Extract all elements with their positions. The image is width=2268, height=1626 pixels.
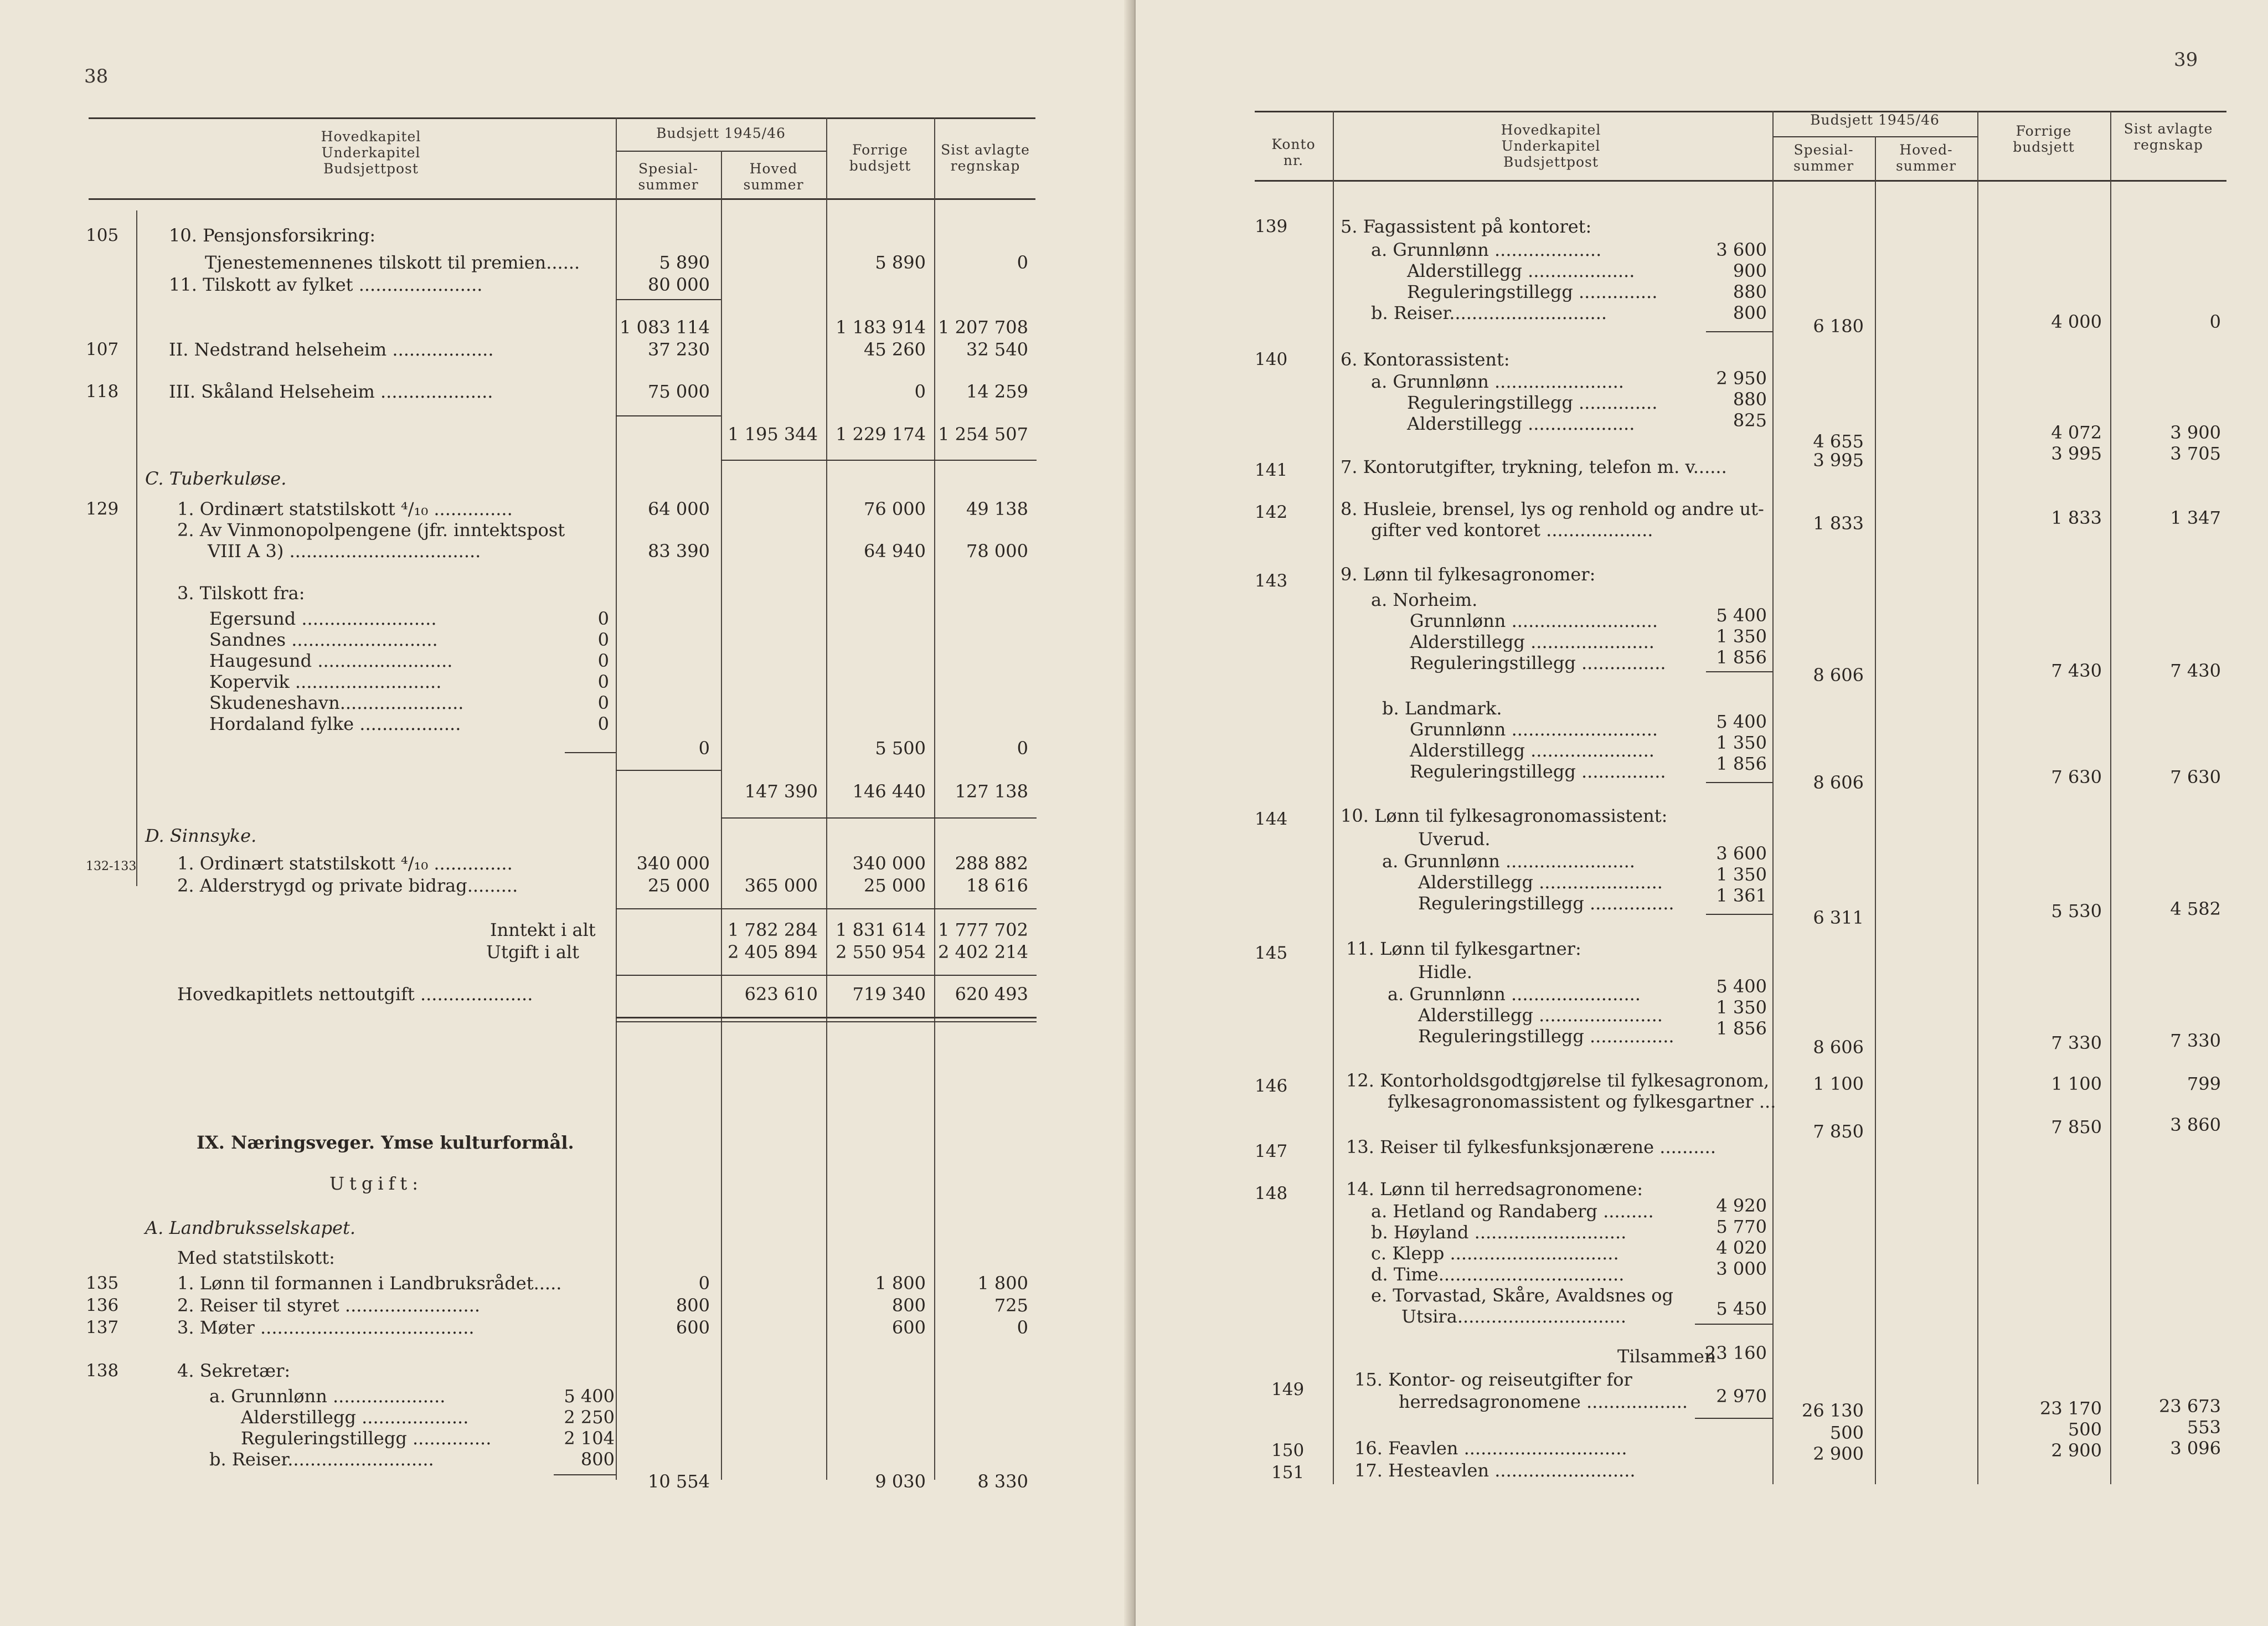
post-text: Reguleringstillegg ............... — [1418, 1026, 1674, 1047]
post-text: 11. Lønn til fylkesgartner: — [1346, 938, 1581, 959]
item-value: 1 350 — [1716, 626, 1767, 647]
regnskap-value: 799 — [2187, 1073, 2221, 1094]
spesial-value: 37 230 — [648, 339, 710, 360]
konto-nr: 118 — [86, 382, 119, 402]
post-text: 5. Fagassistent på kontoret: — [1341, 216, 1592, 237]
konto-nr: 129 — [86, 499, 119, 519]
konto-nr: 144 — [1255, 809, 1288, 829]
section-heading: D. Sinnsyke. — [145, 825, 257, 846]
konto-line — [1333, 111, 1334, 1484]
post-text: 3. Tilskott fra: — [177, 583, 305, 604]
post-text: Reguleringstillegg .............. — [1407, 281, 1658, 302]
spesial-value: 6 180 — [1813, 316, 1864, 337]
post-text: Grunnlønn .......................... — [1410, 610, 1658, 631]
header-top-rule — [89, 117, 1035, 119]
header-col1: Hovedkapitel Underkapitel Budsjettpost — [1501, 122, 1601, 170]
post-text: Uverud. — [1418, 829, 1491, 850]
item-value: 2 970 — [1716, 1386, 1767, 1407]
sum-rule — [616, 770, 721, 771]
post-text: a. Grunnlønn ....................... — [1388, 984, 1641, 1005]
item-value: 4 020 — [1716, 1237, 1767, 1258]
item-value: 5 400 — [1716, 605, 1767, 626]
item-value: 1 350 — [1716, 864, 1767, 885]
regnskap-value: 3 860 — [2170, 1114, 2221, 1135]
forrige-value: 4 000 — [2051, 311, 2102, 332]
item-value: 4 920 — [1716, 1195, 1767, 1216]
spesial-value: 1 833 — [1813, 513, 1864, 534]
post-text: 6. Kontorassistent: — [1341, 349, 1510, 370]
regnskap-value: 78 000 — [966, 541, 1028, 562]
post-text: 1. Lønn til formannen i Landbruksrådet..... — [177, 1273, 562, 1294]
konto-nr: 138 — [86, 1361, 119, 1381]
sum-rule — [554, 1474, 616, 1475]
col-line — [1875, 136, 1876, 1484]
hoved-value: 147 390 — [744, 781, 818, 802]
header-hoved: Hoved- summer — [1895, 142, 1957, 174]
header-budsjett: Budsjett 1945/46 — [656, 125, 786, 141]
forrige-value: 1 800 — [875, 1273, 926, 1294]
post-text: Kopervik .......................... — [209, 671, 442, 692]
forrige-value: 146 440 — [852, 781, 926, 802]
item-value: 3 600 — [1716, 843, 1767, 864]
forrige-value: 7 430 — [2051, 660, 2102, 681]
spesial-value: 8 606 — [1813, 772, 1864, 793]
forrige-value: 719 340 — [852, 984, 926, 1005]
hoved-value: 2 405 894 — [728, 941, 818, 963]
post-text: gifter ved kontoret ................... — [1371, 519, 1653, 541]
post-text: Egersund ........................ — [209, 608, 437, 629]
sum-rule — [616, 908, 1037, 909]
forrige-value: 5 530 — [2051, 901, 2102, 922]
post-text: Reguleringstillegg .............. — [241, 1428, 492, 1449]
item-value: 1 350 — [1716, 732, 1767, 753]
post-text: 15. Kontor- og reiseutgifter for — [1354, 1369, 1632, 1390]
post-text: Reguleringstillegg ............... — [1418, 893, 1674, 914]
post-text: fylkesagronomassistent og fylkesgartner ... — [1388, 1091, 1776, 1112]
post-text: b. Reiser.......................... — [209, 1449, 434, 1470]
spesial-value: 5 890 — [659, 252, 710, 273]
post-text: 14. Lønn til herredsagronomene: — [1346, 1179, 1643, 1200]
konto-nr: 151 — [1271, 1463, 1305, 1483]
post-text: Tilsammen — [1617, 1346, 1716, 1367]
item-value: 0 — [597, 692, 609, 713]
item-value: 800 — [1733, 302, 1767, 323]
spesial-value: 7 850 — [1813, 1121, 1864, 1142]
post-text: Tjenestemennenes tilskott til premien...... — [205, 252, 580, 273]
post-text: Hordaland fylke .................. — [209, 713, 461, 734]
regnskap-value: 7 330 — [2170, 1030, 2221, 1051]
page-number: 39 — [2174, 49, 2198, 71]
konto-line — [136, 210, 137, 886]
post-text: Alderstillegg ................... — [1407, 260, 1635, 281]
item-value: 0 — [597, 713, 609, 734]
post-text: a. Hetland og Randaberg ......... — [1371, 1201, 1654, 1222]
regnskap-value: 18 616 — [966, 875, 1028, 896]
col-line — [721, 151, 722, 1480]
forrige-value: 1 229 174 — [836, 424, 926, 445]
hoved-value: 623 610 — [744, 984, 818, 1005]
konto-nr: 141 — [1255, 460, 1288, 480]
sum-rule — [616, 415, 721, 416]
regnskap-value: 1 207 708 — [938, 317, 1028, 338]
item-value: 880 — [1733, 281, 1767, 302]
spesial-value: 10 554 — [648, 1471, 710, 1492]
regnskap-value: 1 254 507 — [938, 424, 1028, 445]
section-heading: A. Landbruksselskapet. — [145, 1217, 356, 1238]
post-text: 17. Hesteavlen ......................... — [1354, 1460, 1636, 1481]
post-text: 1. Ordinært statstilskott ⁴/₁₀ .............. — [177, 853, 513, 874]
post-text: 11. Tilskott av fylket ...................... — [169, 274, 483, 295]
forrige-value: 800 — [891, 1295, 926, 1316]
regnskap-value: 1 777 702 — [938, 919, 1028, 940]
utgift-heading: Utgift: — [329, 1173, 424, 1194]
post-text: Haugesund ........................ — [209, 650, 453, 671]
konto-nr: 107 — [86, 339, 119, 359]
post-text: Reguleringstillegg .............. — [1407, 392, 1658, 413]
sum-rule — [721, 460, 1037, 461]
regnskap-value: 0 — [2209, 311, 2221, 332]
post-text: b. Reiser............................ — [1371, 302, 1607, 323]
regnskap-value: 3 900 — [2170, 422, 2221, 443]
forrige-value: 7 850 — [2051, 1116, 2102, 1138]
forrige-value: 600 — [891, 1317, 926, 1338]
spesial-value: 0 — [698, 1273, 710, 1294]
item-value: 0 — [597, 608, 609, 629]
regnskap-value: 49 138 — [966, 498, 1028, 519]
post-text: 7. Kontorutgifter, trykning, telefon m. v...... — [1341, 456, 1727, 477]
forrige-value: 1 833 — [2051, 507, 2102, 528]
post-text: VIII A 3) .................................. — [208, 541, 481, 562]
item-value: 2 950 — [1716, 368, 1767, 389]
forrige-value: 45 260 — [864, 339, 926, 360]
spesial-value: 26 130 — [1802, 1400, 1864, 1421]
item-value: 900 — [1733, 260, 1767, 281]
post-text: Sandnes .......................... — [209, 629, 438, 650]
spesial-value: 1 083 114 — [620, 317, 710, 338]
hoved-value: 1 195 344 — [728, 424, 818, 445]
double-rule — [616, 1021, 1037, 1022]
post-text: a. Grunnlønn ....................... — [1382, 851, 1635, 872]
header-sist: Sist avlagte regnskap — [941, 142, 1030, 174]
item-value: 5 770 — [1716, 1216, 1767, 1237]
post-text: 2. Reiser til styret ........................ — [177, 1295, 481, 1316]
post-text: Reguleringstillegg ............... — [1410, 761, 1666, 782]
post-text: 16. Feavlen ............................. — [1354, 1438, 1627, 1459]
item-value: 880 — [1733, 389, 1767, 410]
post-text: d. Time................................. — [1371, 1264, 1625, 1285]
header-konto: Konto nr. — [1271, 136, 1316, 168]
konto-nr: 137 — [86, 1318, 119, 1337]
spesial-value: 800 — [676, 1295, 710, 1316]
item-value: 825 — [1733, 410, 1767, 431]
spesial-value: 75 000 — [648, 381, 710, 402]
konto-nr: 142 — [1255, 502, 1288, 522]
item-value: 5 400 — [564, 1386, 615, 1407]
sum-rule — [1706, 331, 1772, 332]
regnskap-value: 288 882 — [955, 853, 1028, 874]
sum-rule — [721, 817, 1037, 819]
post-text: Alderstillegg ...................... — [1410, 631, 1654, 652]
item-value: 1 361 — [1716, 885, 1767, 906]
spesial-value: 1 100 — [1813, 1073, 1864, 1094]
konto-nr: 132-133 — [86, 860, 137, 873]
konto-nr: 135 — [86, 1273, 119, 1293]
header-bottom-rule — [89, 198, 1035, 200]
sum-rule — [616, 299, 721, 300]
konto-nr: 105 — [86, 225, 119, 245]
spesial-value: 0 — [698, 738, 710, 759]
header-hoved: Hoved summer — [743, 161, 804, 193]
post-text: herredsagronomene .................. — [1399, 1391, 1688, 1412]
forrige-value: 2 550 954 — [836, 941, 926, 963]
item-value: 23 160 — [1705, 1342, 1767, 1363]
post-text: 8. Husleie, brensel, lys og renhold og andre ut- — [1341, 498, 1764, 519]
post-text: Alderstillegg ................... — [1407, 413, 1635, 434]
hoved-value: 365 000 — [744, 875, 818, 896]
post-text: a. Grunnlønn ....................... — [1371, 371, 1624, 392]
spesial-value: 500 — [1829, 1422, 1864, 1443]
forrige-value: 76 000 — [864, 498, 926, 519]
item-value: 3 000 — [1716, 1258, 1767, 1279]
post-text: 3. Møter ...................................... — [177, 1317, 475, 1338]
header-top-rule — [1255, 111, 2226, 112]
konto-nr: 148 — [1255, 1184, 1288, 1203]
header-col1: Hovedkapitel Underkapitel Budsjettpost — [321, 128, 421, 177]
post-text: Utsira.............................. — [1401, 1306, 1627, 1327]
item-value: 1 856 — [1716, 753, 1767, 774]
header-forrige: Forrige budsjett — [849, 142, 911, 174]
item-value: 3 600 — [1716, 239, 1767, 260]
item-value: 0 — [597, 650, 609, 671]
forrige-value: 1 100 — [2051, 1073, 2102, 1094]
forrige-value: 1 831 614 — [836, 919, 926, 940]
post-text: Med statstilskott: — [177, 1247, 335, 1268]
regnskap-value: 1 347 — [2170, 507, 2221, 528]
header-spesial: Spesial- summer — [638, 161, 699, 193]
konto-nr: 143 — [1255, 571, 1288, 591]
spesial-value: 83 390 — [648, 541, 710, 562]
forrige-value: 7 630 — [2051, 766, 2102, 788]
regnskap-value: 725 — [994, 1295, 1028, 1316]
forrige-value: 25 000 — [864, 875, 926, 896]
forrige-value: 64 940 — [864, 541, 926, 562]
left-page — [0, 0, 1132, 1626]
header-budsjett: Budsjett 1945/46 — [1810, 112, 1940, 128]
sum-rule — [616, 975, 1037, 976]
post-text: III. Skåland Helseheim .................... — [169, 381, 493, 402]
post-text: b. Landmark. — [1382, 698, 1502, 719]
konto-nr: 140 — [1255, 349, 1288, 369]
spesial-value: 6 311 — [1813, 907, 1864, 928]
regnskap-value: 3 705 — [2170, 443, 2221, 464]
forrige-value: 5 500 — [875, 738, 926, 759]
item-value: 2 104 — [564, 1428, 615, 1449]
post-text: Inntekt i alt — [490, 919, 596, 940]
forrige-value: 23 170 — [2040, 1398, 2102, 1419]
post-text: Utgift i alt — [486, 941, 579, 963]
header-forrige: Forrige budsjett — [2013, 123, 2075, 155]
sum-rule — [1706, 671, 1772, 672]
post-text: Alderstillegg ................... — [241, 1407, 469, 1428]
post-text: 12. Kontorholdsgodtgjørelse til fylkesagronom, — [1346, 1070, 1770, 1091]
chapter-heading: IX. Næringsveger. Ymse kulturformål. — [197, 1132, 574, 1153]
regnskap-value: 0 — [1017, 1317, 1028, 1338]
page-number: 38 — [84, 65, 109, 88]
forrige-value: 4 072 — [2051, 422, 2102, 443]
forrige-value: 1 183 914 — [836, 317, 926, 338]
post-text: 4. Sekretær: — [177, 1360, 291, 1381]
regnskap-value: 23 673 — [2159, 1396, 2221, 1417]
hoved-value: 1 782 284 — [728, 919, 818, 940]
konto-nr: 145 — [1255, 943, 1288, 963]
regnskap-value: 8 330 — [977, 1471, 1028, 1492]
spesial-value: 2 900 — [1813, 1443, 1864, 1464]
regnskap-value: 1 800 — [977, 1273, 1028, 1294]
konto-nr: 139 — [1255, 217, 1288, 236]
forrige-value: 7 330 — [2051, 1032, 2102, 1053]
sum-rule — [1706, 782, 1772, 783]
item-value: 1 856 — [1716, 647, 1767, 668]
post-text: 2. Av Vinmonopolpengene (jfr. inntektspost — [177, 519, 565, 541]
sum-rule — [1695, 1324, 1772, 1325]
spesial-value: 4 655 — [1813, 431, 1864, 452]
item-value: 0 — [597, 671, 609, 692]
spesial-value: 600 — [676, 1317, 710, 1338]
post-text: a. Grunnlønn ................... — [1371, 239, 1602, 260]
regnskap-value: 2 402 214 — [938, 941, 1028, 963]
header-spesial: Spesial- summer — [1793, 142, 1854, 174]
post-text: Alderstillegg ...................... — [1418, 1005, 1663, 1026]
post-text: 1. Ordinært statstilskott ⁴/₁₀ .............. — [177, 498, 513, 519]
forrige-value: 340 000 — [852, 853, 926, 874]
post-text: Alderstillegg ...................... — [1418, 872, 1663, 893]
regnskap-value: 0 — [1017, 738, 1028, 759]
post-text: b. Høyland ........................... — [1371, 1222, 1627, 1243]
section-heading: C. Tuberkuløse. — [145, 468, 287, 489]
item-value: 2 250 — [564, 1407, 615, 1428]
post-text: 13. Reiser til fylkesfunksjonærene .......... — [1346, 1136, 1716, 1157]
regnskap-value: 7 430 — [2170, 660, 2221, 681]
post-text: e. Torvastad, Skåre, Avaldsnes og — [1371, 1285, 1674, 1306]
spesial-value: 80 000 — [648, 274, 710, 295]
post-text: 10. Pensjonsforsikring: — [169, 225, 376, 246]
konto-nr: 149 — [1271, 1380, 1305, 1399]
regnskap-value: 620 493 — [955, 984, 1028, 1005]
forrige-value: 3 995 — [2051, 443, 2102, 464]
regnskap-value: 3 096 — [2170, 1438, 2221, 1459]
spesial-value: 64 000 — [648, 498, 710, 519]
header-sist: Sist avlagte regnskap — [2123, 121, 2213, 153]
post-text: Alderstillegg ...................... — [1410, 740, 1654, 761]
header-bottom-rule — [1255, 180, 2226, 182]
konto-nr: 147 — [1255, 1141, 1288, 1161]
forrige-value: 2 900 — [2051, 1440, 2102, 1461]
post-text: Skudeneshavn...................... — [209, 692, 464, 713]
right-page — [1136, 0, 2268, 1626]
regnskap-value: 4 582 — [2170, 898, 2221, 919]
spesial-value: 340 000 — [636, 853, 710, 874]
regnskap-value: 553 — [2187, 1417, 2221, 1438]
regnskap-value: 7 630 — [2170, 766, 2221, 788]
item-value: 5 450 — [1716, 1298, 1767, 1319]
konto-nr: 136 — [86, 1295, 119, 1315]
forrige-value: 500 — [2068, 1419, 2102, 1440]
item-value: 0 — [597, 629, 609, 650]
konto-nr: 146 — [1255, 1076, 1288, 1096]
forrige-value: 0 — [914, 381, 926, 402]
sum-rule — [1695, 1418, 1772, 1419]
spesial-value: 8 606 — [1813, 1037, 1864, 1058]
spesial-value: 25 000 — [648, 875, 710, 896]
regnskap-value: 0 — [1017, 252, 1028, 273]
post-text: a. Grunnlønn .................... — [209, 1386, 446, 1407]
post-text: 9. Lønn til fylkesagronomer: — [1341, 564, 1596, 585]
item-value: 800 — [580, 1449, 615, 1470]
forrige-value: 9 030 — [875, 1471, 926, 1492]
regnskap-value: 127 138 — [955, 781, 1028, 802]
sum-rule — [565, 752, 616, 753]
spesial-value: 8 606 — [1813, 665, 1864, 686]
post-text: 10. Lønn til fylkesagronomassistent: — [1341, 805, 1668, 826]
double-rule — [616, 1017, 1037, 1018]
post-text: II. Nedstrand helseheim .................. — [169, 339, 494, 360]
regnskap-value: 14 259 — [966, 381, 1028, 402]
post-text: 2. Alderstrygd og private bidrag......... — [177, 875, 518, 896]
item-value: 5 400 — [1716, 711, 1767, 732]
post-text: Hovedkapitlets nettoutgift .................... — [177, 984, 533, 1005]
post-text: c. Klepp .............................. — [1371, 1243, 1619, 1264]
post-text: Reguleringstillegg ............... — [1410, 652, 1666, 673]
item-value: 1 856 — [1716, 1018, 1767, 1039]
post-text: Grunnlønn .......................... — [1410, 719, 1658, 740]
regnskap-value: 32 540 — [966, 339, 1028, 360]
spesial-value: 3 995 — [1813, 450, 1864, 471]
item-value: 1 350 — [1716, 997, 1767, 1018]
item-value: 5 400 — [1716, 976, 1767, 997]
post-text: Hidle. — [1418, 961, 1472, 982]
forrige-value: 5 890 — [875, 252, 926, 273]
post-text: a. Norheim. — [1371, 589, 1478, 610]
konto-nr: 150 — [1271, 1440, 1305, 1460]
sum-rule — [1706, 914, 1772, 915]
